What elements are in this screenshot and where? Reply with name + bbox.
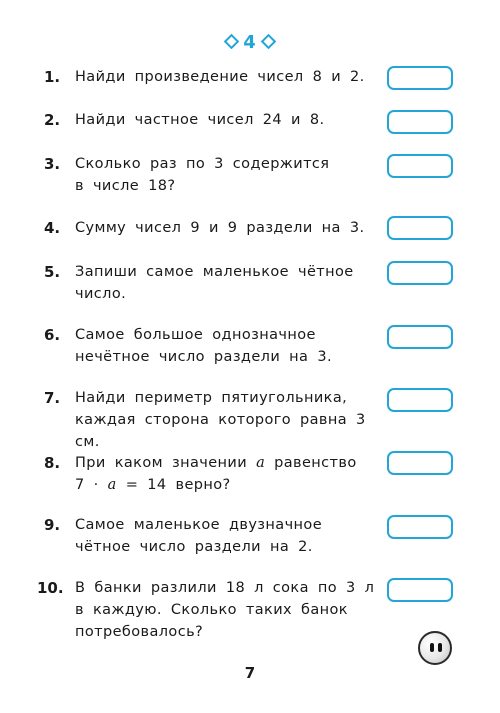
answer-box[interactable] <box>387 451 453 475</box>
task-number: 3. <box>44 155 61 173</box>
task-number: 5. <box>44 263 61 281</box>
eye <box>438 643 442 652</box>
task-text <box>75 153 380 197</box>
task-text <box>75 109 380 131</box>
variable-a: a <box>107 477 117 493</box>
answer-box[interactable] <box>387 515 453 539</box>
task-number: 8. <box>44 454 61 472</box>
task-number: 4. <box>44 219 61 237</box>
answer-box[interactable] <box>387 110 453 134</box>
task-text <box>75 261 380 305</box>
task-line: Самое большое однозначное <box>75 327 316 343</box>
answer-box[interactable] <box>387 216 453 240</box>
task-line: число. <box>75 286 127 302</box>
task-line: в каждую. Сколько таких банок <box>75 602 348 618</box>
section-header <box>0 32 500 53</box>
task-number: 9. <box>44 516 61 534</box>
task-line: Сумму чисел 9 и 9 раздели на 3. <box>75 220 365 236</box>
task-line: Найди частное чисел 24 и 8. <box>75 112 325 128</box>
task-line: Найди произведение чисел 8 и 2. <box>75 69 365 85</box>
section-number: 4 <box>243 32 257 53</box>
task-line: 7 · a = 14 верно? <box>75 477 231 493</box>
task-line: Самое маленькое двузначное <box>75 517 323 533</box>
task-line: чётное число раздели на 2. <box>75 539 313 555</box>
variable-a: a <box>256 455 266 471</box>
task-text <box>75 452 380 496</box>
task-number: 2. <box>44 111 61 129</box>
task-line: Запиши самое маленькое чётное <box>75 264 354 280</box>
task-number: 7. <box>44 389 61 407</box>
task-line: В банки разлили 18 л сока по 3 л <box>75 580 375 596</box>
answer-box[interactable] <box>387 66 453 90</box>
diamond-icon-left <box>224 34 240 50</box>
task-text <box>75 387 380 453</box>
task-line: Сколько раз по 3 содержится <box>75 156 330 172</box>
task-line: в числе 18? <box>75 178 176 194</box>
task-number: 1. <box>44 68 61 86</box>
task-text <box>75 66 380 88</box>
task-line: потребовалось? <box>75 624 204 640</box>
answer-box[interactable] <box>387 325 453 349</box>
task-line: Найди периметр пятиугольника, <box>75 390 348 406</box>
answer-box[interactable] <box>387 261 453 285</box>
page-number: 7 <box>244 664 256 682</box>
smiley-face-icon <box>418 631 452 665</box>
task-number: 6. <box>44 326 61 344</box>
answer-box[interactable] <box>387 154 453 178</box>
answer-box[interactable] <box>387 578 453 602</box>
eye <box>430 643 434 652</box>
task-line: каждая сторона которого равна 3 см. <box>75 412 366 450</box>
task-text <box>75 514 380 558</box>
answer-box[interactable] <box>387 388 453 412</box>
diamond-icon-right <box>260 34 276 50</box>
task-text <box>75 577 380 643</box>
task-line: нечётное число раздели на 3. <box>75 349 332 365</box>
task-text <box>75 324 380 368</box>
task-line: При каком значении a равенство <box>75 455 357 471</box>
task-number: 10. <box>37 579 64 597</box>
task-text <box>75 217 380 239</box>
